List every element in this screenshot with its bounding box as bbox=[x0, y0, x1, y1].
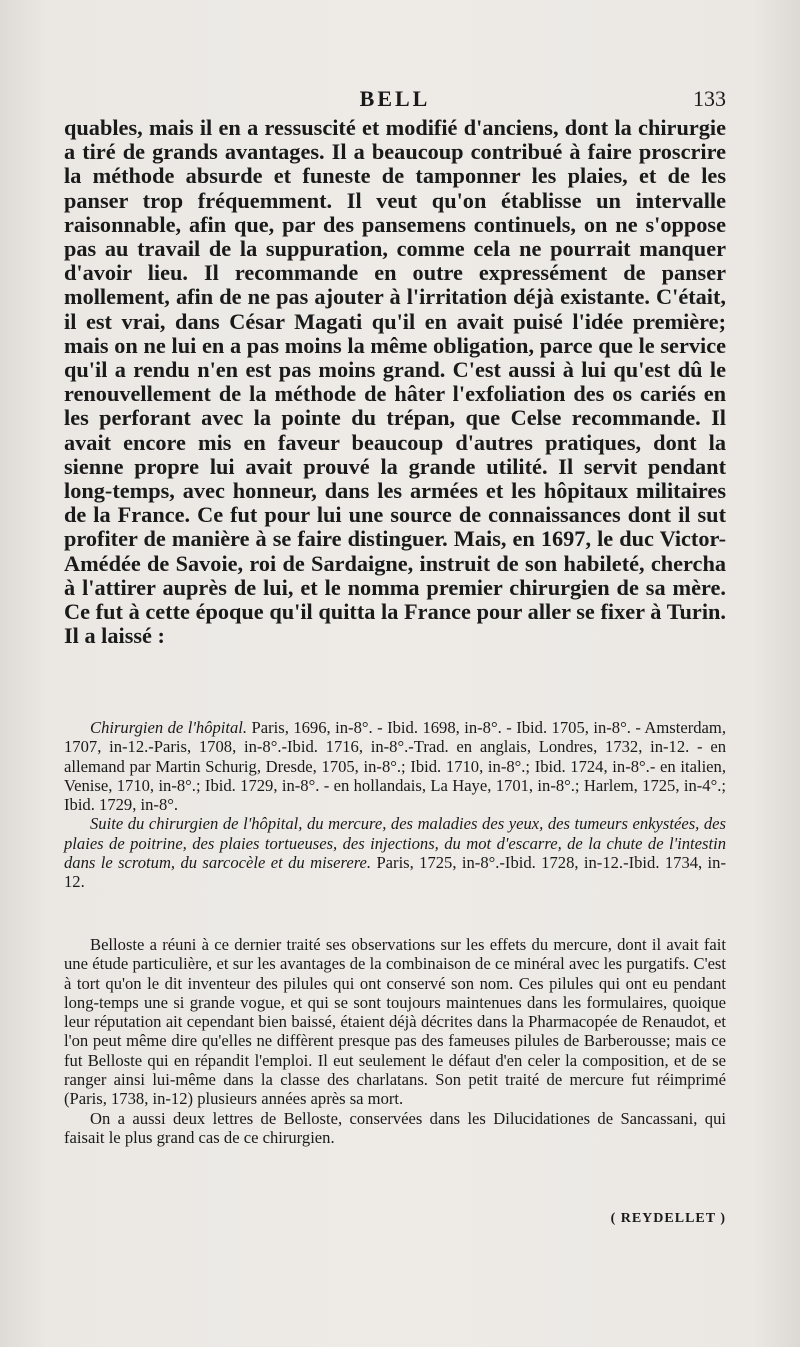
bibliography bbox=[64, 718, 726, 892]
bibliography-title: Chirurgien de l'hôpital. bbox=[90, 718, 248, 737]
bibliography-title: Suite du chirurgien de l'hôpital, du mercure, des maladies des yeux, des tumeurs enkystées, des plaies de poitrine, des plaies tortueuses, des injections, du mot d'escarre, de la chute de l'intestin dans le scrotum, du sarcocèle et du miserere. bbox=[64, 814, 726, 873]
running-head: BELL bbox=[359, 86, 431, 111]
page-number: 133 bbox=[693, 86, 726, 111]
bibliography-details: Paris, 1725, in-8°.-Ibid. 1728, in-12.-Ibid. 1734, in-12. bbox=[64, 853, 726, 892]
bibliography-entry bbox=[64, 718, 726, 814]
main-paragraph bbox=[64, 116, 726, 648]
note-paragraph: Belloste a réuni à ce dernier traité ses observations sur les effets du mercure, dont il avait fait une étude particulière, et sur les avantages de la combinaison de ce minéral avec les purgatifs. C'est à tort qu'on le dit inventeur des pilules qui ont conservé son nom. Ces pilules qui ont eu pendant long-temps une si grande vogue, et qui se sont toujours maintenues dans les formulaires, quoique leur réputation ait cependant bien baissé, étaient déjà décrites dans la Pharmacopée de Renaudot, et l'on peut même dire qu'elles ne diffèrent presque pas des fameuses pilules de Barberousse; mais ce fut Belloste qui en répandit l'emploi. Il eut seulement le défaut d'en celer la composition, et de se ranger ainsi lui-même dans la classe des charlatans. Son petit traité de mercure fut réimprimé (Paris, 1738, in-12) plusieurs années après sa mort. bbox=[64, 935, 726, 1109]
author-signature: ( REYDELLET ) bbox=[610, 1211, 726, 1226]
note-paragraph: On a aussi deux lettres de Belloste, conservées dans les Dilucidationes de Sancassani, qui faisait le plus grand cas de ce chirurgien. bbox=[64, 1108, 726, 1147]
main-text: quables, mais il en a ressuscité et modifié d'anciens, dont la chirurgie a tiré de grands avantages. Il a beaucoup contribué à faire proscrire la méthode absurde et funeste de tamponner les plaies, et de les panser trop fréquemment. Il veut qu'on établisse un intervalle raisonnable, afin que, par des pansemens continuels, on ne s'oppose pas au travail de la suppuration, comme cela ne pourrait manquer d'avoir lieu. Il recommande en outre expressément de panser mollement, afin de ne pas ajouter à l'irritation déjà existante. C'était, il est vrai, dans César Magati qu'il en avait puisé l'idée première; mais on ne lui en a pas moins la même obligation, parce que le service qu'il a rendu n'en est pas moins grand. C'est aussi à lui qu'est dû le renouvellement de la méthode de hâter l'exfoliation des os cariés en les perforant avec la pointe du trépan, que Celse recommande. Il avait encore mis en faveur beaucoup d'autres pratiques, dont la sienne propre lui avait prouvé la grande utilité. Il servit pendant long-temps, avec honneur, dans les armées et les hôpitaux militaires de la France. Ce fut pour lui une source de connaissances dont il sut profiter de manière à se faire distinguer. Mais, en 1697, le duc Victor-Amédée de Savoie, roi de Sardaigne, instruit de son habileté, chercha à l'attirer auprès de lui, et le nomma premier chirurgien de sa mère. Ce fut à cette époque qu'il quitta la France pour aller se fixer à Turin. Il a laissé : bbox=[64, 115, 726, 649]
bibliography-details: Paris, 1696, in-8°. - Ibid. 1698, in-8°. - Ibid. 1705, in-8°. - Amsterdam, 1707, in-12.-Paris, 1708, in-8°.-Ibid. 1716, in-8°.-Trad. en anglais, Londres, 1732, in-12. - en allemand par Martin Schurig, Dresde, 1705, in-8°.; Ibid. 1710, in-8°.; Ibid. 1724, in-8°.- en italien, Venise, 1710, in-8°.; Ibid. 1729, in-8°. - en hollandais, La Haye, 1701, in-8°.; Harlem, 1725, in-4°.; Ibid. 1729, in-8°. bbox=[64, 718, 726, 815]
bibliography-entry bbox=[64, 814, 726, 891]
notes bbox=[64, 935, 726, 1147]
page-header bbox=[64, 86, 726, 116]
